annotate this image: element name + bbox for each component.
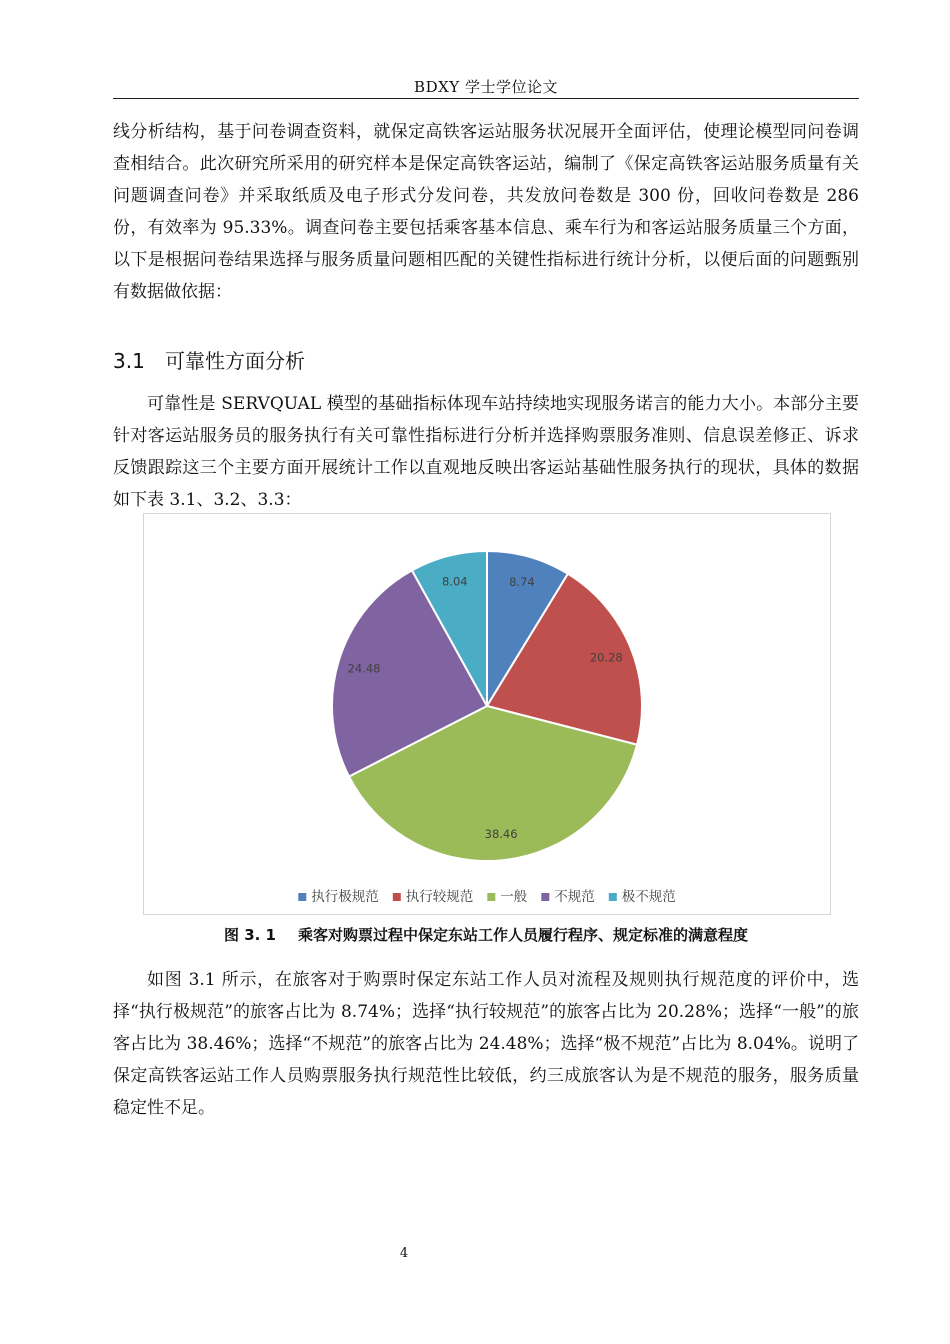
legend-swatch-average bbox=[487, 893, 495, 901]
data-label-average: 38.46 bbox=[484, 826, 518, 841]
pie-chart-frame bbox=[143, 513, 831, 915]
page-header: BDXY 学士学位论文 bbox=[414, 78, 558, 96]
legend-swatch-extremely-standard bbox=[298, 893, 306, 901]
pie-chart bbox=[144, 514, 830, 914]
section-title: 可靠性方面分析 bbox=[165, 349, 305, 373]
section-heading bbox=[113, 345, 305, 374]
legend-label-extremely-nonstandard: 极不规范 bbox=[621, 889, 676, 905]
legend-label-average: 一般 bbox=[500, 889, 528, 905]
section-number: 3.1 bbox=[113, 349, 145, 373]
legend-label-nonstandard: 不规范 bbox=[554, 889, 595, 905]
legend-swatch-fairly-standard bbox=[393, 893, 401, 901]
figure-number: 图 3. 1 bbox=[223, 926, 276, 944]
data-label-extremely-nonstandard: 8.04 bbox=[441, 574, 468, 589]
data-label-extremely-standard: 8.74 bbox=[509, 575, 535, 590]
section-paragraph: 可靠性是 SERVQUAL 模型的基础指标体现车站持续地实现服务诺言的能力大小。本部分主要针对客运站服务员的服务执行有关可靠性指标进行分析并选择购票服务准则、信息误差修正、诉求反馈跟踪这三个主要方面开展统计工作以直观地反映出客运站基础性服务执行的现状，具体的数据如下表 3.1、3.2、3.3： bbox=[113, 394, 859, 510]
figure-caption-text: 乘客对购票过程中保定东站工作人员履行程序、规定标准的满意程度 bbox=[298, 926, 749, 944]
intro-paragraph: 线分析结构，基于问卷调查资料，就保定高铁客运站服务状况展开全面评估，使理论模型同问卷调查相结合。此次研究所采用的研究样本是保定高铁客运站，编制了《保定高铁客运站服务质量有关问题调查问卷》并采取纸质及电子形式分发问卷，共发放问卷数是 300 份，回收问卷数是 286 份，有效率为 95.33%。调查问卷主要包括乘客基本信息、乘车行为和客运站服务质量三个方面，以下是根据问卷结果选择与服务质量问题相匹配的关键性指标进行统计分析，以便后面的问题甄别有数据做依据： bbox=[113, 122, 859, 302]
data-label-nonstandard: 24.48 bbox=[347, 661, 381, 676]
data-label-fairly-standard: 20.28 bbox=[589, 650, 623, 665]
legend-swatch-extremely-nonstandard bbox=[609, 893, 617, 901]
figure-caption bbox=[113, 924, 859, 945]
legend-label-fairly-standard: 执行较规范 bbox=[405, 889, 474, 905]
analysis-paragraph: 如图 3.1 所示，在旅客对于购票时保定东站工作人员对流程及规则执行规范度的评价中，选择“执行极规范”的旅客占比为 8.74%；选择“执行较规范”的旅客占比为 20.28%；选择“一般”的旅客占比为 38.46%；选择“不规范”的旅客占比为 24.48%；选择“极不规范”占比为 8.04%。说明了保定高铁客运站工作人员购票服务执行规范性比较低，约三成旅客认为是不规范的服务，服务质量稳定性不足。 bbox=[113, 970, 859, 1118]
page-number: 4 bbox=[399, 1246, 409, 1261]
legend-swatch-nonstandard bbox=[541, 893, 549, 901]
legend-label-extremely-standard: 执行极规范 bbox=[311, 889, 379, 905]
header-divider bbox=[113, 98, 859, 99]
